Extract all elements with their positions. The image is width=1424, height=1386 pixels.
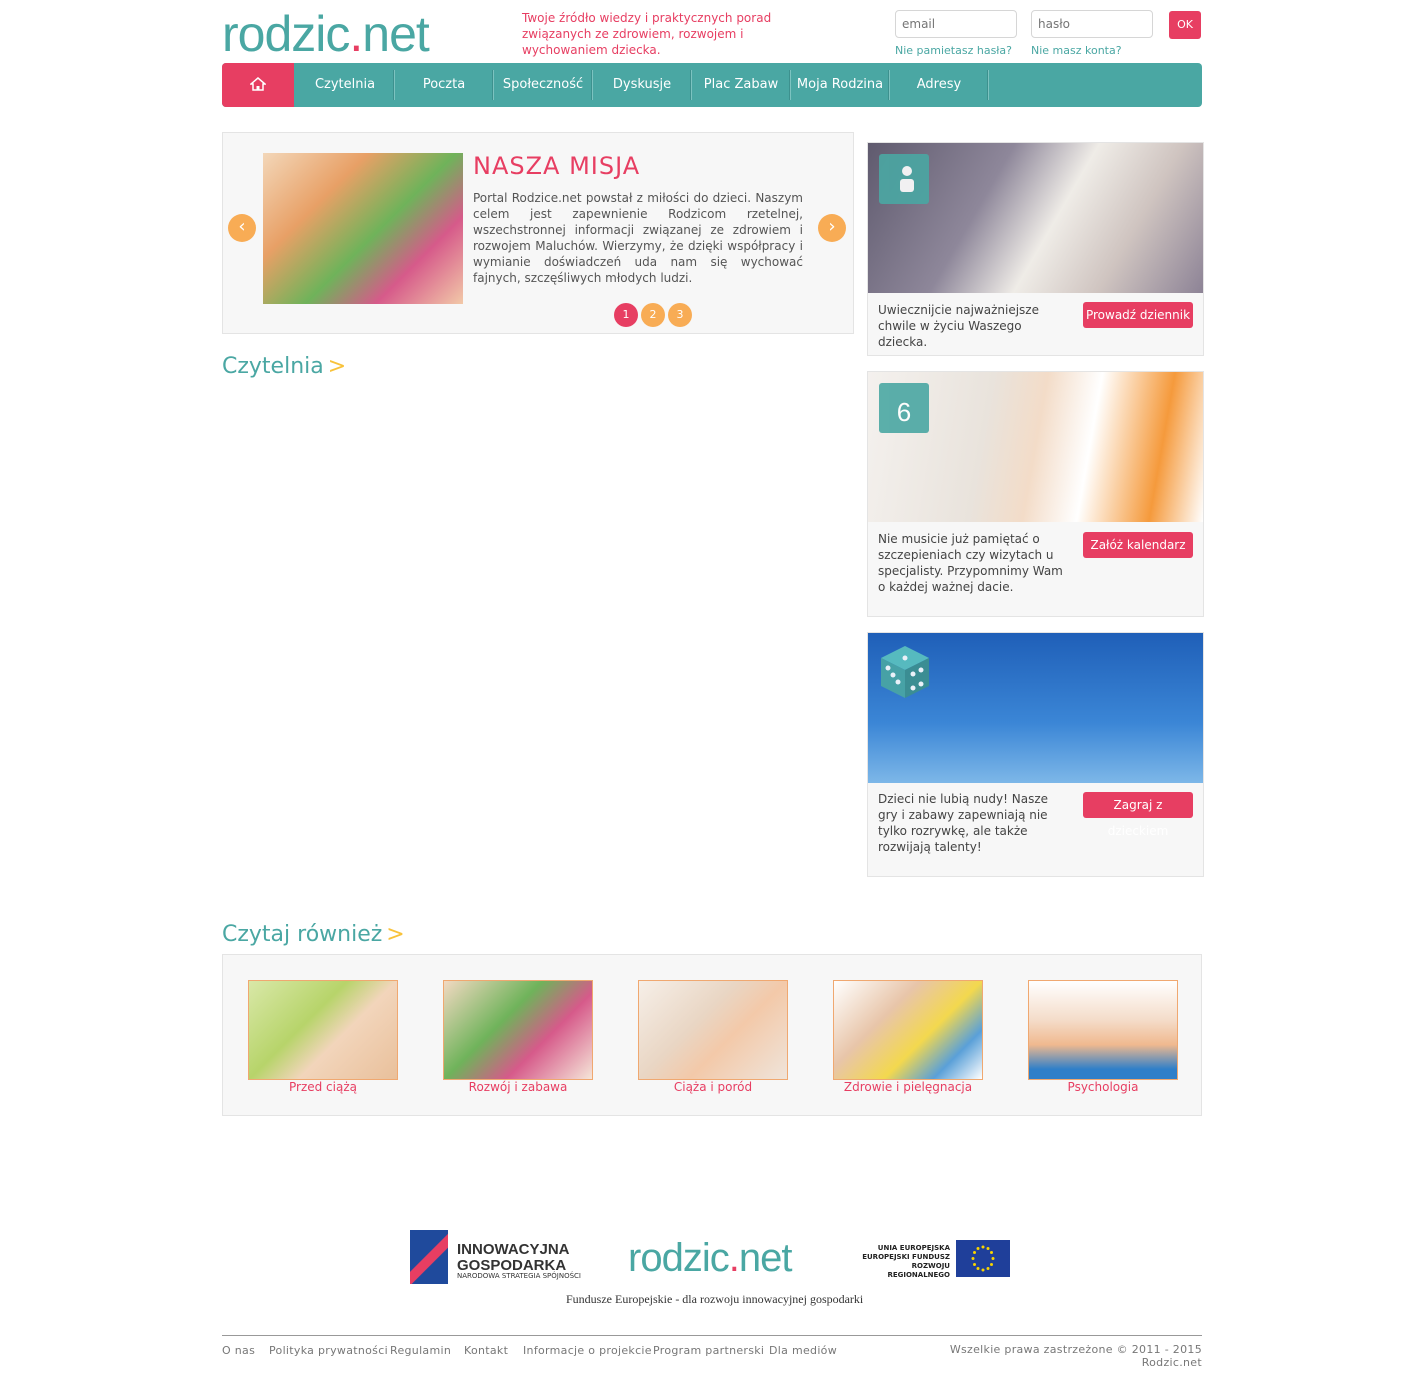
nav-item-plac-zabaw[interactable]: Plac Zabaw xyxy=(703,77,779,92)
chevron-right-icon: › xyxy=(828,216,836,237)
slider-dot[interactable]: 1 xyxy=(614,303,638,327)
section-title-czytelnia[interactable] xyxy=(222,354,346,379)
logo-dot: . xyxy=(349,6,363,62)
slide-title: NASZA MISJA xyxy=(473,152,641,180)
footer-divider xyxy=(222,1335,1202,1336)
innowacyjna-gospodarka-logo xyxy=(410,1230,448,1284)
chevron-left-icon: ‹ xyxy=(238,216,246,237)
category-link[interactable]: Przed ciążą xyxy=(288,1080,357,1094)
logo-text-post: net xyxy=(362,6,429,62)
dice-icon xyxy=(879,644,929,694)
logo-dot: . xyxy=(728,1236,739,1280)
slide-text: Portal Rodzice.net powstał z miłości do dzieci. Naszym celem jest zapewnienie Rodzicom rzetelnej, wszechstronnej informacji związanej ze zdrowiem i rozwojem Maluchów. Wierzymy, że dzięki współpracy i wymianie doświadczeń uda nam się wychować fajnych, szczęśliwych młodych ludzi. xyxy=(473,191,803,285)
diary-button[interactable]: Prowadź dziennik xyxy=(1083,302,1193,328)
section-title-czytaj-rowniez[interactable] xyxy=(222,922,405,947)
footer-link-o-nas[interactable]: O nas xyxy=(222,1344,256,1357)
nav-item-adresy[interactable]: Adresy xyxy=(916,77,962,92)
sponsor-line: ROZWOJU REGIONALNEGO xyxy=(887,1262,950,1279)
nav-item-dyskusje[interactable]: Dyskusje xyxy=(612,77,672,92)
slider-next-button[interactable] xyxy=(818,214,846,242)
category-link[interactable]: Psychologia xyxy=(1067,1080,1139,1094)
footer-link-project-info[interactable]: Informacje o projekcie xyxy=(523,1344,652,1357)
footer-link-media[interactable]: Dla mediów xyxy=(769,1344,838,1357)
feature-text: Dzieci nie lubią nudy! Nasze gry i zabawy zapewniają nie tylko rozrywkę, ale także rozwijają talenty! xyxy=(878,792,1049,854)
eu-flag-icon xyxy=(956,1240,1010,1277)
sponsor-line: NARODOWA STRATEGIA SPÓJNOŚCI xyxy=(457,1272,581,1280)
person-icon xyxy=(879,154,929,204)
feature-text: Nie musicie już pamiętać o szczepieniach czy wizytach u specjalisty. Przypomnimy Wam o każdej ważnej dacie. xyxy=(878,532,1063,594)
ue-text xyxy=(858,1244,950,1280)
sponsor-line: EUROPEJSKI FUNDUSZ xyxy=(862,1253,950,1261)
sponsor-line: UNIA EUROPEJSKA xyxy=(877,1244,950,1252)
slider-dot[interactable]: 2 xyxy=(641,303,665,327)
password-input[interactable] xyxy=(1031,10,1153,38)
sponsor-line: INNOWACYJNA xyxy=(457,1241,570,1258)
nav-item-moja-rodzina[interactable]: Moja Rodzina xyxy=(796,77,884,92)
footer-link-privacy[interactable]: Polityka prywatności xyxy=(269,1344,388,1357)
funding-caption: Fundusze Europejskie - dla rozwoju innowacyjnej gospodarki xyxy=(566,1292,864,1306)
nav-item-poczta[interactable]: Poczta xyxy=(422,77,466,92)
logo-text-pre: rodzic xyxy=(628,1236,729,1280)
forgot-password-link[interactable]: Nie pamietasz hasła? xyxy=(895,44,1013,57)
email-input[interactable] xyxy=(895,10,1017,38)
slide-image xyxy=(263,153,463,304)
nav-item-spolecznosc[interactable]: Społeczność xyxy=(502,77,584,92)
sponsor-line: GOSPODARKA xyxy=(457,1257,567,1274)
category-thumbnail[interactable] xyxy=(1028,980,1178,1080)
logo-text-post: net xyxy=(738,1236,792,1280)
category-link[interactable]: Rozwój i zabawa xyxy=(468,1080,568,1094)
login-ok-button[interactable]: OK xyxy=(1169,11,1201,39)
calendar-button[interactable]: Załóż kalendarz xyxy=(1083,532,1193,558)
footer-logo xyxy=(628,1234,791,1282)
category-thumbnail[interactable] xyxy=(638,980,788,1080)
home-icon xyxy=(250,77,266,91)
footer-link-partner-program[interactable]: Program partnerski xyxy=(653,1344,765,1357)
footer-link-terms[interactable]: Regulamin xyxy=(390,1344,452,1357)
feature-text: Uwiecznijcie najważniejsze chwile w życiu Waszego dziecka. xyxy=(878,303,1039,349)
footer-link-contact[interactable]: Kontakt xyxy=(464,1344,509,1357)
copyright-text: Wszelkie prawa zastrzeżone © 2011 - 2015 Rodzic.net xyxy=(949,1343,1202,1369)
nav-separator xyxy=(987,70,989,100)
site-tagline: Twoje źródło wiedzy i praktycznych porad związanych ze zdrowiem, rozwojem i wychowaniem dziecka. xyxy=(522,11,772,57)
chevron-right-icon: > xyxy=(327,354,347,379)
register-link[interactable]: Nie masz konta? xyxy=(1031,44,1122,57)
category-thumbnail[interactable] xyxy=(443,980,593,1080)
category-thumbnail[interactable] xyxy=(833,980,983,1080)
category-thumbnail[interactable] xyxy=(248,980,398,1080)
games-button[interactable]: Zagraj z dzieckiem xyxy=(1083,792,1193,818)
calendar-icon: 6 xyxy=(879,383,929,433)
chevron-right-icon: > xyxy=(386,922,405,947)
category-link[interactable]: Zdrowie i pielęgnacja xyxy=(843,1080,973,1094)
nav-home-button[interactable] xyxy=(222,63,294,107)
category-link[interactable]: Ciąża i poród xyxy=(673,1080,753,1094)
slider-dot[interactable]: 3 xyxy=(668,303,692,327)
section-title-text: Czytaj również xyxy=(222,922,383,947)
slider-prev-button[interactable] xyxy=(228,214,256,242)
sponsor-text xyxy=(457,1242,570,1274)
logo-text-pre: rodzic xyxy=(222,6,350,62)
section-title-text: Czytelnia xyxy=(222,354,324,379)
site-logo[interactable] xyxy=(222,8,484,60)
nav-item-czytelnia[interactable]: Czytelnia xyxy=(314,77,376,92)
